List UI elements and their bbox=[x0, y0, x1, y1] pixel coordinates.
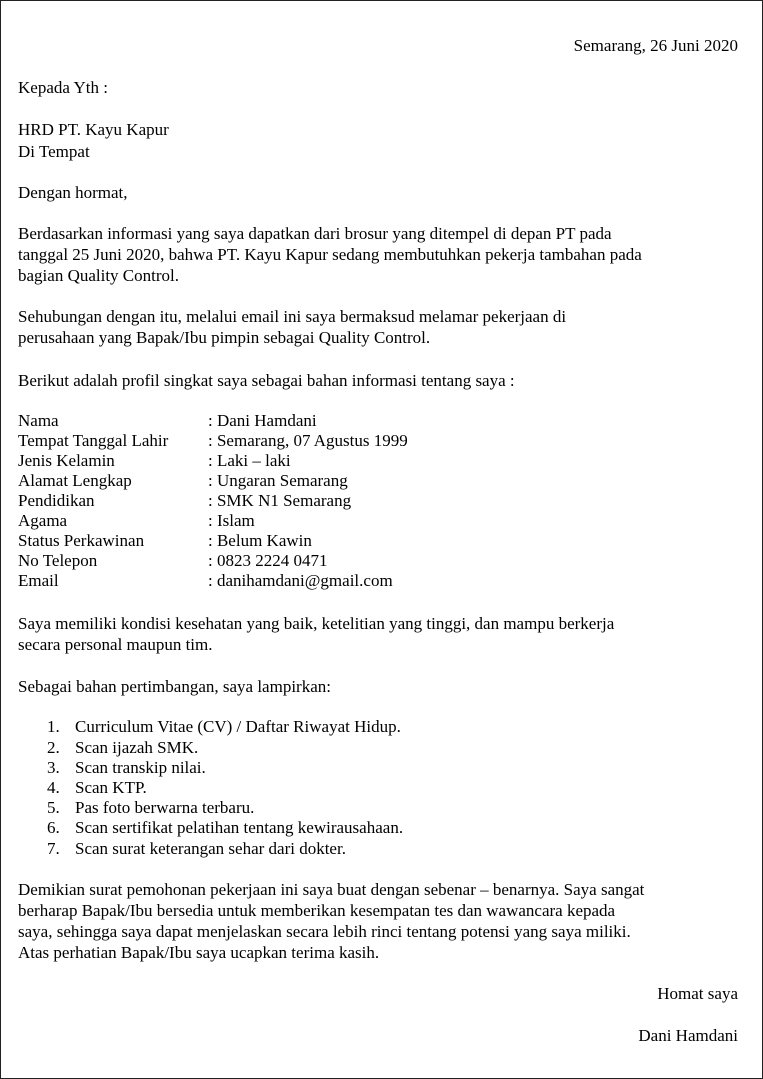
profile-row bbox=[18, 471, 618, 491]
paragraph1-line: Berdasarkan informasi yang saya dapatkan dari brosur yang ditempel di depan PT pada bbox=[18, 224, 612, 243]
paragraph1-line: bagian Quality Control. bbox=[18, 266, 180, 285]
list-number: 7. bbox=[47, 839, 60, 858]
profile-value: : Laki – laki bbox=[208, 451, 291, 470]
profile-label: Tempat Tanggal Lahir bbox=[18, 431, 169, 450]
profile-value: : danihamdani@gmail.com bbox=[208, 571, 393, 590]
profile-row bbox=[18, 491, 618, 511]
profile-value: : Ungaran Semarang bbox=[208, 471, 348, 490]
paragraph3-line: Saya memiliki kondisi kesehatan yang baik, ketelitian yang tinggi, dan mampu berkerja bbox=[18, 614, 615, 633]
closing-line: berharap Bapak/Ibu bersedia untuk memberikan kesempatan tes dan wawancara kepada bbox=[18, 901, 616, 920]
list-text: Pas foto berwarna terbaru. bbox=[75, 798, 255, 817]
paragraph2-line: Sehubungan dengan itu, melalui email ini saya bermaksud melamar pekerjaan di bbox=[18, 307, 567, 326]
profile-label: Nama bbox=[18, 411, 59, 430]
recipient-to: Kepada Yth : bbox=[18, 78, 109, 97]
paragraph3-line: secara personal maupun tim. bbox=[18, 635, 213, 654]
list-text: Scan surat keterangan sehar dari dokter. bbox=[75, 839, 346, 858]
profile-value: : 0823 2224 0471 bbox=[208, 551, 328, 570]
closing-line: saya, sehingga saya dapat menjelaskan secara lebih rinci tentang potensi yang saya miliki. bbox=[18, 922, 631, 941]
profile-label: Pendidikan bbox=[18, 491, 95, 510]
greeting: Dengan hormat, bbox=[18, 183, 128, 202]
list-text: Scan ijazah SMK. bbox=[75, 738, 199, 757]
profile-row bbox=[18, 511, 618, 531]
list-text: Curriculum Vitae (CV) / Daftar Riwayat Hidup. bbox=[75, 717, 401, 736]
profile-label: Email bbox=[18, 571, 59, 590]
attachments-intro: Sebagai bahan pertimbangan, saya lampirkan: bbox=[18, 677, 331, 696]
signoff-closing: Homat saya bbox=[657, 984, 738, 1003]
profile-row bbox=[18, 451, 618, 471]
list-number: 4. bbox=[47, 778, 60, 797]
list-text: Scan sertifikat pelatihan tentang kewirausahaan. bbox=[75, 818, 404, 837]
list-text: Scan transkip nilai. bbox=[75, 758, 206, 777]
profile-label: No Telepon bbox=[18, 551, 98, 570]
profile-intro: Berikut adalah profil singkat saya sebagai bahan informasi tentang saya : bbox=[18, 371, 515, 390]
profile-row bbox=[18, 551, 618, 571]
profile-row bbox=[18, 411, 618, 431]
paragraph2-line: perusahaan yang Bapak/Ibu pimpin sebagai Quality Control. bbox=[18, 328, 431, 347]
list-text: Scan KTP. bbox=[75, 778, 147, 797]
profile-row bbox=[18, 431, 618, 451]
profile-value: : SMK N1 Semarang bbox=[208, 491, 352, 510]
profile-value: : Belum Kawin bbox=[208, 531, 312, 550]
list-number: 5. bbox=[47, 798, 60, 817]
paragraph1-line: tanggal 25 Juni 2020, bahwa PT. Kayu Kapur sedang membutuhkan pekerja tambahan pada bbox=[18, 245, 642, 264]
profile-value: : Dani Hamdani bbox=[208, 411, 317, 430]
closing-line: Demikian surat pemohonan pekerjaan ini saya buat dengan sebenar – benarnya. Saya sangat bbox=[18, 880, 645, 899]
profile-label: Jenis Kelamin bbox=[18, 451, 115, 470]
list-number: 1. bbox=[47, 717, 60, 736]
profile-label: Status Perkawinan bbox=[18, 531, 145, 550]
list-number: 3. bbox=[47, 758, 60, 777]
closing-line: Atas perhatian Bapak/Ibu saya ucapkan terima kasih. bbox=[18, 943, 380, 962]
profile-row bbox=[18, 531, 618, 551]
profile-label: Alamat Lengkap bbox=[18, 471, 132, 490]
profile-label: Agama bbox=[18, 511, 68, 530]
recipient-location: Di Tempat bbox=[18, 142, 90, 161]
recipient-name: HRD PT. Kayu Kapur bbox=[18, 120, 169, 139]
place-date: Semarang, 26 Juni 2020 bbox=[573, 36, 738, 55]
profile-row bbox=[18, 571, 618, 591]
list-number: 2. bbox=[47, 738, 60, 757]
profile-value: : Semarang, 07 Agustus 1999 bbox=[208, 431, 408, 450]
list-number: 6. bbox=[47, 818, 60, 837]
profile-value: : Islam bbox=[208, 511, 255, 530]
signoff-name: Dani Hamdani bbox=[638, 1026, 738, 1045]
